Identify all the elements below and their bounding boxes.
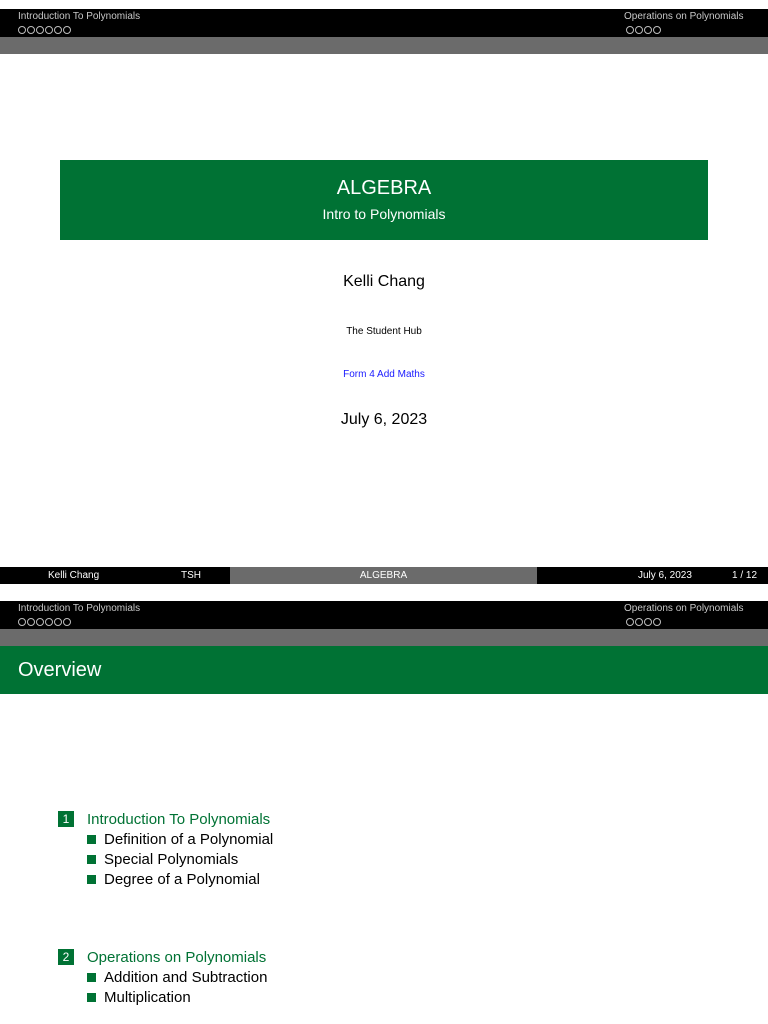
footer-date-segment [537,567,768,584]
nav-frame-dot[interactable] [626,26,634,34]
top-navigation-bar [0,9,768,37]
nav-frame-dots-section-2 [626,618,661,626]
nav-frame-dot[interactable] [63,26,71,34]
toc-subsection[interactable] [58,849,273,869]
toc-subsection-label: Multiplication [104,988,191,1006]
footer-page-number: 1 / 12 [732,570,758,581]
nav-frame-dot[interactable] [45,618,53,626]
section-number-badge: 2 [58,949,74,965]
toc-subsection-label: Degree of a Polynomial [104,870,260,888]
author-name: Kelli Chang [343,273,425,290]
toc-section-1 [58,809,273,889]
footer-author: Kelli Chang [48,570,100,581]
title-slide [0,9,768,584]
nav-section-operations[interactable]: Operations on Polynomials [624,603,744,614]
toc-section-title: Introduction To Polynomials [87,810,271,828]
nav-section-operations[interactable]: Operations on Polynomials [624,11,744,22]
nav-frame-dot[interactable] [635,618,643,626]
nav-frame-dot[interactable] [63,618,71,626]
course-link[interactable]: Form 4 Add Maths [343,369,425,380]
presentation-subtitle: Intro to Polynomials [322,206,446,222]
toc-section-title: Operations on Polynomials [87,948,267,966]
toc-subsection-label: Addition and Subtraction [104,968,268,986]
top-navigation-bar [0,601,768,629]
nav-section-introduction[interactable]: Introduction To Polynomials [18,603,141,614]
footer-date: July 6, 2023 [638,570,692,581]
footer-institute: TSH [181,570,201,581]
nav-frame-dot[interactable] [54,618,62,626]
square-bullet-icon [87,855,96,864]
nav-frame-dot[interactable] [635,26,643,34]
nav-frame-dot[interactable] [653,26,661,34]
nav-section-introduction[interactable]: Introduction To Polynomials [18,11,141,22]
nav-frame-dot[interactable] [54,26,62,34]
toc-section-heading[interactable] [58,809,273,829]
nav-frame-dot[interactable] [626,618,634,626]
square-bullet-icon [87,993,96,1002]
toc-subsection[interactable] [58,829,273,849]
footer-author-segment [0,567,230,584]
toc-subsection[interactable] [58,987,267,1007]
subsection-bar [0,37,768,54]
section-number-badge: 1 [58,811,74,827]
footer-bar [0,567,768,584]
square-bullet-icon [87,835,96,844]
presentation-date: July 6, 2023 [340,411,428,428]
nav-frame-dots-section-2 [626,26,661,34]
institute-name: The Student Hub [346,326,422,337]
nav-frame-dot[interactable] [18,26,26,34]
nav-frame-dot[interactable] [18,618,26,626]
toc-subsection[interactable] [58,967,267,987]
toc-subsection-label: Definition of a Polynomial [104,830,274,848]
nav-frame-dot[interactable] [27,618,35,626]
nav-frame-dot[interactable] [45,26,53,34]
nav-frame-dot[interactable] [36,26,44,34]
nav-frame-dots-section-1 [18,26,71,34]
nav-frame-dot[interactable] [653,618,661,626]
square-bullet-icon [87,973,96,982]
toc-subsection-label: Special Polynomials [104,850,239,868]
presentation-title: ALGEBRA [336,177,432,199]
subsection-bar [0,629,768,646]
square-bullet-icon [87,875,96,884]
nav-frame-dots-section-1 [18,618,71,626]
title-block [60,160,708,240]
frame-title: Overview [0,646,768,694]
toc-section-heading[interactable] [58,947,267,967]
toc-subsection[interactable] [58,869,273,889]
nav-frame-dot[interactable] [27,26,35,34]
toc-section-2 [58,947,267,1007]
overview-slide [0,601,768,1024]
footer-title: ALGEBRA [230,567,537,584]
nav-frame-dot[interactable] [644,618,652,626]
nav-frame-dot[interactable] [644,26,652,34]
nav-frame-dot[interactable] [36,618,44,626]
